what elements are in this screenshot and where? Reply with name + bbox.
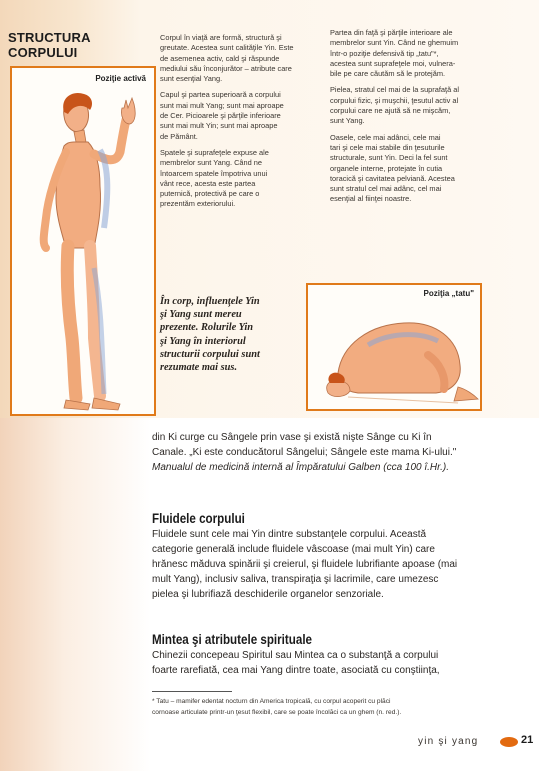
active-pose-figure <box>10 66 156 416</box>
active-pose-label: Poziţie activă <box>95 74 146 83</box>
footnote: * Tatu – mamifer edentat nocturn din America tropicală, cu corpul acoperit cu plăci cornoase articulate printr-un ţesut flexibil, care se poate încolăci ca un ghem (n. red.). <box>152 698 402 716</box>
crouching-figure-illustration <box>308 285 482 411</box>
right-text-column <box>330 28 490 211</box>
continuation-paragraph <box>152 430 502 475</box>
paragraph: Capul şi partea superioară a corpului sunt mai mult Yang; sunt mai aproape de Cer. Picioarele şi părţile inferioare sunt mai mult Yin; sunt mai aproape de Pământ. <box>160 90 284 141</box>
paragraph: Spatele şi suprafeţele expuse ale membrelor sunt Yang. Când ne întoarcem spatele împotriva unui vânt rece, acesta este partea puternică, protectivă pe care o prezentăm exteriorului. <box>160 147 269 209</box>
pull-quote: În corp, influenţele Yin şi Yang sunt mereu prezente. Rolurile Yin şi Yang în interiorul structurii corpului sunt rezumate mai sus. <box>160 296 260 374</box>
paragraph: Oasele, cele mai adânci, cele mai tari şi cele mai stabile din ţesuturile structurale, sunt Yin. Deci la fel sunt organele interne, protejate în cutia toracică şi cavitatea pelviană. Acestea sunt stratul cel mai adânc, cel mai esenţial al fiinţei noastre. <box>330 132 455 204</box>
paragraph: Partea din faţă şi părţile interioare ale membrelor sunt Yin. Când ne ghemuim într-o poziţie defensivă tip „tatu"*, acestea sunt suprafeţele moi, vulnera- bile pe care căutăm să le protejăm. <box>330 28 459 79</box>
citation: Manualul de medicină internă al Împăratului Galben (cca 100 î.Hr.). <box>152 462 450 473</box>
continuation-line: Canale. „Ki este conducătorul Sângelui; Sângele este mama Ki-ului." <box>152 447 457 458</box>
mind-heading: Mintea şi atributele spirituale <box>152 632 313 647</box>
footnote-divider <box>152 691 232 692</box>
page-number: 21 <box>521 734 534 746</box>
paragraph: Corpul în viaţă are formă, structură şi greutate. Acestea sunt calităţile Yin. Este de asemenea activ, cald şi răspunde mediului său înconjurător – atribute care sunt esenţial Yang. <box>160 33 294 84</box>
page-number-dot-icon <box>500 737 518 747</box>
fluids-heading: Fluidele corpului <box>152 511 245 526</box>
tatu-pose-label: Poziţia „tatu" <box>423 289 474 298</box>
fluids-paragraph: Fluidele sunt cele mai Yin dintre substanţele corpului. Această categorie generală include fluidele vâscoase (mai mult Yin) care hrănesc măduva spinării şi creierul, şi fluidele lubrifiante apoase (mai mult Yang), inclusiv saliva, transpiraţia şi lacrimile, care umezesc pielea şi lubrifiază deschiderile organelor senzoriale. <box>152 529 458 600</box>
mind-paragraph: Chinezii concepeau Spiritul sau Mintea ca o substanţă a corpului foarte rarefiată, cea mai Yang dintre toate, asociată cu conştiinţa, <box>152 650 440 676</box>
standing-figure-illustration <box>12 68 156 416</box>
section-title: STRUCTURA CORPULUI <box>8 30 91 60</box>
running-footer: yin şi yang <box>418 736 479 747</box>
left-text-column <box>160 33 310 216</box>
continuation-line: din Ki curge cu Sângele prin vase şi există nişte Sânge cu Ki în <box>152 432 432 443</box>
tatu-pose-figure <box>306 283 482 411</box>
paragraph: Pielea, stratul cel mai de la suprafaţă al corpului fizic, şi muşchii, ţesutul activ al corpului care ne ajută să ne mişcăm, sunt Yang. <box>330 85 459 126</box>
